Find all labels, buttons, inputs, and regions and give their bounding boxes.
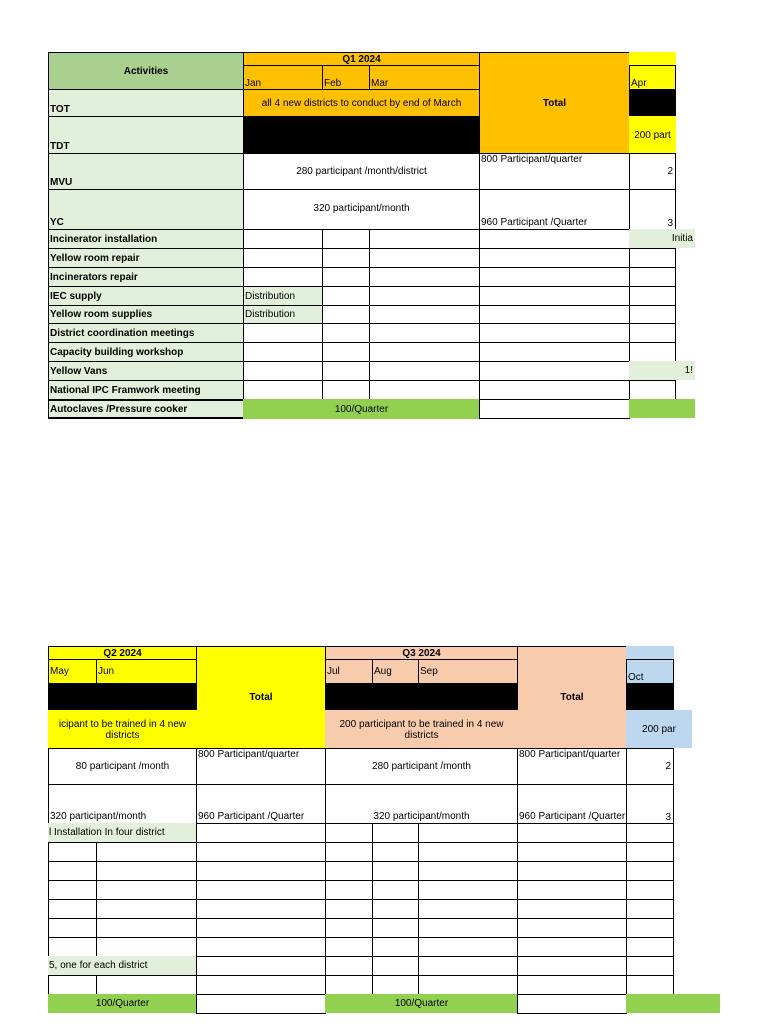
tdt-apr-note: 200 part <box>629 116 676 154</box>
cell <box>96 880 197 900</box>
cell <box>243 248 323 268</box>
autoclave-q2: 100/Quarter <box>48 994 197 1013</box>
cell <box>372 861 419 881</box>
cell <box>369 323 480 343</box>
cell <box>196 956 326 976</box>
cell <box>479 399 630 419</box>
cell <box>418 842 518 862</box>
cell <box>629 305 676 324</box>
month-apr: Apr <box>629 65 676 90</box>
cell <box>96 842 197 862</box>
cell <box>48 918 97 938</box>
yc-q2-total: 960 Participant /Quarter <box>196 784 326 824</box>
q3-total-header: Total <box>517 646 627 749</box>
cell <box>372 823 419 843</box>
cell <box>517 918 627 938</box>
yc-q3-note: 320 participant/month <box>325 784 518 824</box>
cell <box>479 361 630 381</box>
autoclave-q1: 100/Quarter <box>243 399 480 419</box>
month-jun: Jun <box>96 659 197 684</box>
row-label-incinerators-repair: Incinerators repair <box>48 267 244 287</box>
cell <box>372 975 419 995</box>
cell <box>322 305 370 324</box>
cell <box>196 861 326 881</box>
yc-apr: 3 <box>629 189 676 230</box>
yc-q1-note: 320 participant/month <box>243 189 480 230</box>
cell <box>626 823 674 843</box>
cell <box>629 380 676 400</box>
cell <box>48 880 97 900</box>
cell <box>418 880 518 900</box>
cell <box>517 937 627 957</box>
cell <box>479 323 630 343</box>
cell <box>517 994 627 1014</box>
yc-oct: 3 <box>626 784 674 824</box>
cell <box>196 899 326 919</box>
cell <box>418 956 518 976</box>
cell <box>372 842 419 862</box>
cell <box>372 880 419 900</box>
cell <box>626 975 674 995</box>
autoclave-q3: 100/Quarter <box>325 994 518 1013</box>
yc-q3-total: 960 Participant /Quarter <box>517 784 627 824</box>
cell <box>96 899 197 919</box>
cell <box>418 861 518 881</box>
cell <box>48 975 97 995</box>
tot-q3-blackout <box>325 683 518 711</box>
mvu-q3-total: 800 Participant/quarter <box>517 748 627 785</box>
cell <box>48 899 97 919</box>
cell <box>479 342 630 362</box>
cell <box>626 842 674 862</box>
mvu-oct: 2 <box>626 748 674 785</box>
cell <box>369 342 480 362</box>
yc-q1-total: 960 Participant /Quarter <box>479 189 630 230</box>
row-label-tdt: TDT <box>48 116 244 154</box>
mvu-q2-note: 80 participant /month <box>48 748 197 785</box>
cell <box>325 918 373 938</box>
cell <box>479 286 630 306</box>
cell <box>196 823 326 843</box>
cell <box>517 842 627 862</box>
cell <box>48 937 97 957</box>
cell <box>322 380 370 400</box>
cell <box>629 267 676 287</box>
cell <box>322 229 370 249</box>
cell <box>325 899 373 919</box>
cell <box>322 342 370 362</box>
cell <box>369 286 480 306</box>
autoclave-apr <box>629 399 695 418</box>
row-label-capacity-building: Capacity building workshop <box>48 342 244 362</box>
cell <box>372 918 419 938</box>
mvu-q1-total: 800 Participant/quarter <box>479 153 630 190</box>
mvu-q1-note: 280 participant /month/district <box>243 153 480 190</box>
row-label-yellow-vans: Yellow Vans <box>48 361 244 381</box>
month-jan: Jan <box>243 65 323 90</box>
cell <box>517 975 627 995</box>
row-label-yellow-room-supplies: Yellow room supplies <box>48 305 244 324</box>
cell <box>325 937 373 957</box>
tot-oct-blackout <box>626 683 674 711</box>
month-oct: Oct <box>626 659 674 684</box>
cell <box>479 267 630 287</box>
cell <box>418 899 518 919</box>
cell <box>369 305 480 324</box>
cell <box>372 899 419 919</box>
cell <box>196 994 326 1014</box>
cell <box>196 842 326 862</box>
yellow-supplies-jan-note: Distribution <box>243 305 323 324</box>
q3-header: Q3 2024 <box>325 646 518 660</box>
incinerator-q2-note: l Installation In four district <box>48 823 197 842</box>
cell <box>243 380 323 400</box>
q1-header: Q1 2024 <box>243 52 480 66</box>
month-mar: Mar <box>369 65 480 90</box>
cell <box>243 229 323 249</box>
cell <box>418 975 518 995</box>
cell <box>196 975 326 995</box>
cell <box>479 229 630 249</box>
tdt-oct-note: 200 par <box>626 710 692 748</box>
cell <box>322 267 370 287</box>
cell <box>517 899 627 919</box>
cell <box>96 861 197 881</box>
month-feb: Feb <box>322 65 370 90</box>
cell <box>369 380 480 400</box>
month-aug: Aug <box>372 659 419 684</box>
tot-apr-blackout <box>629 89 676 117</box>
cell <box>629 342 676 362</box>
cell <box>325 880 373 900</box>
cell <box>418 918 518 938</box>
vans-q2-note: 5, one for each district <box>48 956 197 975</box>
incinerator-apr-note: Initia <box>629 229 695 248</box>
cell <box>626 880 674 900</box>
cell <box>517 880 627 900</box>
row-label-autoclaves: Autoclaves /Pressure cooker <box>48 399 244 419</box>
cell <box>517 956 627 976</box>
cell <box>626 937 674 957</box>
cell <box>196 880 326 900</box>
mvu-q2-total: 800 Participant/quarter <box>196 748 326 785</box>
cell <box>629 248 676 268</box>
cell <box>369 361 480 381</box>
cell <box>479 380 630 400</box>
iec-jan-note: Distribution <box>243 286 323 306</box>
cell <box>418 937 518 957</box>
row-label-incinerator-installation: Incinerator installation <box>48 229 244 249</box>
activities-header: Activities <box>48 52 244 90</box>
row-label-district-coordination: District coordination meetings <box>48 323 244 343</box>
cell <box>322 248 370 268</box>
month-jul: Jul <box>325 659 373 684</box>
q2-header-partial <box>629 52 676 66</box>
cell <box>48 842 97 862</box>
cell <box>626 918 674 938</box>
cell <box>322 323 370 343</box>
row-label-yellow-room-repair: Yellow room repair <box>48 248 244 268</box>
cell <box>325 823 373 843</box>
q1-total-header: Total <box>479 52 630 154</box>
mvu-q3-note: 280 participant /month <box>325 748 518 785</box>
row-label-iec-supply: IEC supply <box>48 286 244 306</box>
q4-header-partial <box>626 646 674 660</box>
row-label-national-ipc: National IPC Framwork meeting <box>48 380 244 400</box>
yc-q2-note: 320 participant/month <box>48 784 197 824</box>
cell <box>369 229 480 249</box>
cell <box>418 823 518 843</box>
cell <box>369 267 480 287</box>
cell <box>479 305 630 324</box>
q2-total-header: Total <box>196 646 326 749</box>
cell <box>196 937 326 957</box>
cell <box>626 861 674 881</box>
cell <box>325 975 373 995</box>
tdt-q3-note: 200 participant to be trained in 4 new districts <box>325 710 518 749</box>
cell <box>243 323 323 343</box>
cell <box>96 937 197 957</box>
cell <box>322 286 370 306</box>
cell <box>243 267 323 287</box>
cell <box>629 323 676 343</box>
cell <box>372 956 419 976</box>
cell <box>369 248 480 268</box>
mvu-apr: 2 <box>629 153 676 190</box>
row-label-mvu: MVU <box>48 153 244 190</box>
cell <box>517 823 627 843</box>
autoclave-oct <box>626 994 720 1013</box>
cell <box>196 918 326 938</box>
tot-q1-note: all 4 new districts to conduct by end of March <box>243 89 480 117</box>
cell <box>96 918 197 938</box>
cell <box>626 899 674 919</box>
tdt-q1-blackout <box>243 116 480 154</box>
cell <box>325 861 373 881</box>
row-label-tot: TOT <box>48 89 244 117</box>
row-label-yc: YC <box>48 189 244 230</box>
cell <box>372 937 419 957</box>
tdt-q2-note: icipant to be trained in 4 new districts <box>48 710 197 749</box>
cell <box>626 956 674 976</box>
month-sep: Sep <box>418 659 518 684</box>
cell <box>243 361 323 381</box>
cell <box>325 842 373 862</box>
q2-header: Q2 2024 <box>48 646 197 660</box>
vans-apr-note: 1! <box>629 361 695 380</box>
cell <box>322 361 370 381</box>
cell <box>479 248 630 268</box>
cell <box>243 342 323 362</box>
cell <box>96 975 197 995</box>
cell <box>48 861 97 881</box>
month-may: May <box>48 659 97 684</box>
tot-q2-blackout <box>48 683 197 711</box>
cell <box>629 286 676 306</box>
cell <box>517 861 627 881</box>
cell <box>325 956 373 976</box>
